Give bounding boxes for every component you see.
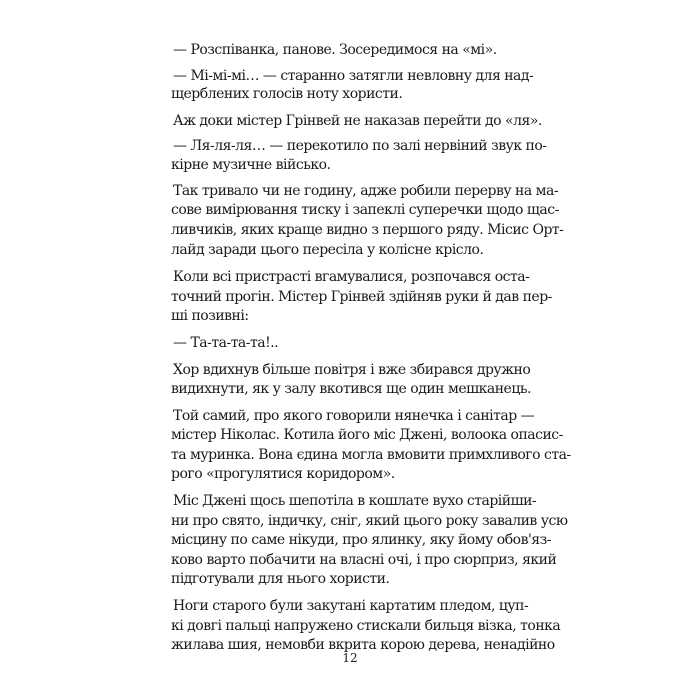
text-line: — Ля-ля-ля… — перекотило по залі нервіний звук по-	[173, 138, 547, 154]
text-line: щерблених голосів ноту хористи.	[171, 86, 403, 102]
text-line: Аж доки містер Грінвей не наказав перейти до «ля».	[173, 113, 542, 129]
text-line: жилава шия, немовби вкрита корою дерева, ненадійно	[171, 637, 555, 653]
text-line: — Та-та-та-та!..	[173, 335, 279, 351]
text-line: кі довгі пальці напружено стискали бильця візка, тонка	[171, 618, 561, 634]
text-line: видихнути, як у залу вкотився ще один мешканець.	[171, 381, 531, 397]
text-line: підготували для нього хористи.	[171, 571, 390, 587]
text-line: точний прогін. Містер Грінвей здійняв руки й дав пер-	[171, 289, 552, 305]
text-line: лайд заради цього пересіла у колісне крісло.	[171, 242, 484, 258]
text-line: Коли всі пристрасті вгамувалися, розпочався оста-	[173, 269, 530, 285]
text-line: ни про свято, індичку, сніг, який цього року завалив усю	[171, 513, 568, 529]
text-line: ливчиків, яких краще видно з першого ряду. Місис Орт-	[171, 222, 564, 238]
text-line: — Мі-мі-мі… — старанно затягли невловну для над-	[173, 68, 534, 84]
text-line: сове вимірювання тиску і запеклі суперечки щодо щас-	[171, 202, 559, 218]
text-line: кірне музичне військо.	[171, 157, 331, 173]
text-line: Той самий, про якого говорили нянечка і санітар —	[173, 408, 535, 424]
text-line: Так тривало чи не годину, адже робили перерву на ма-	[173, 183, 559, 199]
text-line: ші позивні:	[171, 308, 249, 324]
text-line: Хор вдихнув більше повітря і вже збирався дружно	[173, 362, 531, 378]
text-line: рого «прогулятися коридором».	[171, 466, 395, 482]
text-line: Ноги старого були закутані картатим пледом, цуп-	[173, 598, 529, 614]
text-line: містер Ніколас. Котила його міс Джені, волоока опасис-	[171, 427, 563, 443]
page-number: 12	[342, 651, 358, 665]
text-line: місцину по саме нікуди, про ялинку, яку йому обов'яз-	[171, 532, 551, 548]
text-line: та муринка. Вона єдина могла вмовити примхливого ста-	[171, 447, 571, 463]
text-line: Міс Джені щось шепотіла в кошлате вухо старійши-	[173, 493, 537, 509]
text-line: — Розспіванка, панове. Зосередимося на «мі».	[173, 42, 497, 58]
text-line: ково варто побачити на власні очі, і про сюрприз, який	[171, 552, 557, 568]
